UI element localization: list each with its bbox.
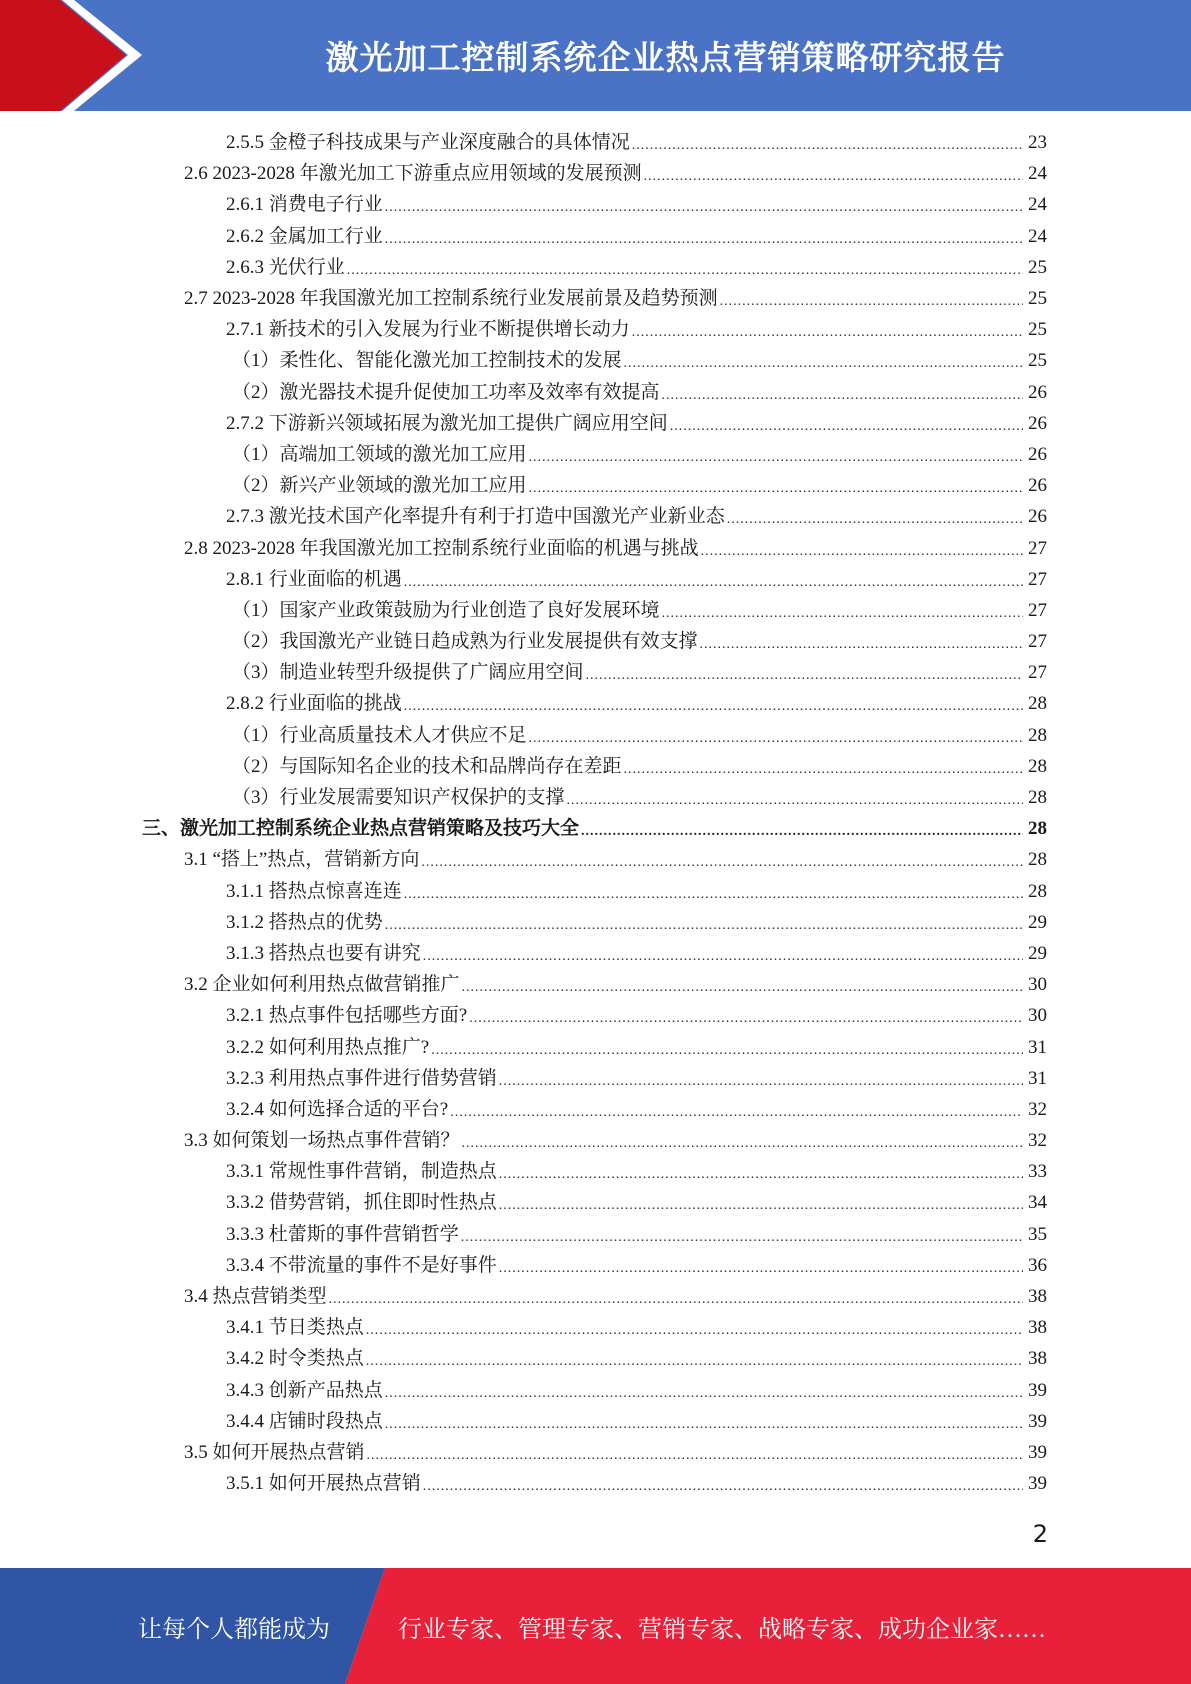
toc-entry-title: 2.8 2023-2028 年我国激光加工控制系统行业面临的机遇与挑战 <box>184 537 699 559</box>
toc-entry-page: 25 <box>1028 288 1047 310</box>
toc-dot-leader <box>624 348 1023 379</box>
toc-entry[interactable] <box>0 595 1191 626</box>
toc-entry[interactable] <box>0 844 1191 875</box>
toc-entry-page: 39 <box>1028 1410 1047 1432</box>
toc-entry-title: 三、激光加工控制系统企业热点营销策略及技巧大全 <box>142 818 580 840</box>
toc-entry-title: 2.6 2023-2028 年激光加工下游重点应用领域的发展预测 <box>184 163 642 185</box>
toc-entry-title: 3.4.3 创新产品热点 <box>226 1379 383 1401</box>
toc-entry[interactable] <box>0 782 1191 813</box>
toc-entry-title: 3.3.2 借势营销，抓住即时性热点 <box>226 1192 497 1214</box>
toc-entry-page: 38 <box>1028 1286 1047 1308</box>
toc-entry[interactable] <box>0 158 1191 189</box>
toc-entry-title: 3.4.1 节日类热点 <box>226 1317 364 1339</box>
toc-entry[interactable] <box>0 907 1191 938</box>
toc-entry[interactable] <box>0 1094 1191 1125</box>
toc-dot-leader <box>385 1409 1023 1440</box>
footer-slogan-right: 行业专家、管理专家、营销专家、战略专家、成功企业家…… <box>398 1616 1046 1643</box>
toc-dot-leader <box>385 1378 1023 1409</box>
toc-entry[interactable] <box>0 439 1191 470</box>
toc-dot-leader <box>329 1284 1023 1315</box>
toc-entry-page: 35 <box>1028 1223 1047 1245</box>
toc-entry-title: （2）我国激光产业链日趋成熟为行业发展提供有效支撑 <box>232 631 698 653</box>
toc-dot-leader <box>586 660 1023 691</box>
toc-entry-page: 26 <box>1028 443 1047 465</box>
header-arrow-icon <box>0 0 160 111</box>
toc-entry[interactable] <box>0 252 1191 283</box>
toc-dot-leader <box>632 130 1023 161</box>
toc-entry-title: 3.2.2 如何利用热点推广? <box>226 1036 430 1058</box>
toc-entry-page: 28 <box>1028 818 1047 840</box>
toc-dot-leader <box>644 161 1023 192</box>
toc-entry-page: 24 <box>1028 225 1047 247</box>
toc-dot-leader <box>421 847 1023 878</box>
toc-entry[interactable] <box>0 1312 1191 1343</box>
toc-entry[interactable] <box>0 1437 1191 1468</box>
toc-entry-page: 29 <box>1028 942 1047 964</box>
toc-dot-leader <box>385 910 1023 941</box>
toc-dot-leader <box>431 1035 1023 1066</box>
toc-entry[interactable] <box>0 1468 1191 1499</box>
toc-dot-leader <box>366 1315 1023 1346</box>
toc-dot-leader <box>462 1128 1023 1159</box>
toc-entry-page: 26 <box>1028 381 1047 403</box>
toc-entry-title: 3.3 如何策划一场热点事件营销？ <box>184 1130 460 1152</box>
toc-entry-page: 24 <box>1028 163 1047 185</box>
toc-entry-page: 28 <box>1028 693 1047 715</box>
toc-entry[interactable] <box>0 345 1191 376</box>
toc-entry[interactable] <box>0 1187 1191 1218</box>
toc-dot-leader <box>701 536 1023 567</box>
toc-dot-leader <box>404 567 1023 598</box>
toc-entry[interactable] <box>0 532 1191 563</box>
toc-dot-leader <box>499 1190 1023 1221</box>
toc-dot-leader <box>581 816 1023 847</box>
toc-entry-title: 2.7 2023-2028 年我国激光加工控制系统行业发展前景及趋势预测 <box>184 288 718 310</box>
footer-slogan-left: 让每个人都能成为 <box>138 1616 330 1643</box>
toc-entry-page: 32 <box>1028 1098 1047 1120</box>
toc-dot-leader <box>529 723 1023 754</box>
toc-entry[interactable] <box>0 688 1191 719</box>
toc-entry-title: 3.3.3 杜蕾斯的事件营销哲学 <box>226 1223 459 1245</box>
toc-entry-title: （2）与国际知名企业的技术和品牌尚存在差距 <box>232 755 622 777</box>
toc-entry-page: 34 <box>1028 1192 1047 1214</box>
toc-entry[interactable] <box>0 501 1191 532</box>
toc-entry[interactable] <box>0 751 1191 782</box>
toc-entry-page: 27 <box>1028 662 1047 684</box>
toc-dot-leader <box>624 754 1023 785</box>
toc-entry-title: （3）行业发展需要知识产权保护的支撑 <box>232 787 565 809</box>
toc-dot-leader <box>385 192 1023 223</box>
toc-entry-page: 26 <box>1028 412 1047 434</box>
toc-entry-title: 2.7.2 下游新兴领域拓展为激光加工提供广阔应用空间 <box>226 412 668 434</box>
toc-entry[interactable] <box>0 1281 1191 1312</box>
toc-entry[interactable] <box>0 283 1191 314</box>
toc-dot-leader <box>469 1003 1023 1034</box>
toc-dot-leader <box>720 286 1023 317</box>
toc-dot-leader <box>404 879 1023 910</box>
toc-entry-title: （2）新兴产业领域的激光加工应用 <box>232 475 527 497</box>
toc-entry[interactable] <box>0 657 1191 688</box>
toc-entry-page: 28 <box>1028 849 1047 871</box>
toc-dot-leader <box>670 411 1023 442</box>
toc-entry[interactable] <box>0 1375 1191 1406</box>
toc-entry[interactable] <box>0 1000 1191 1031</box>
toc-dot-leader <box>529 442 1023 473</box>
toc-entry-page: 31 <box>1028 1067 1047 1089</box>
toc-dot-leader <box>423 1471 1023 1502</box>
toc-entry[interactable] <box>0 720 1191 751</box>
toc-entry-page: 28 <box>1028 755 1047 777</box>
toc-dot-leader <box>462 972 1023 1003</box>
toc-entry-title: （1）行业高质量技术人才供应不足 <box>232 724 527 746</box>
toc-entry-page: 25 <box>1028 256 1047 278</box>
toc-entry-page: 25 <box>1028 319 1047 341</box>
toc-entry-title: 3.2.1 热点事件包括哪些方面? <box>226 1005 468 1027</box>
toc-dot-leader <box>367 1440 1023 1471</box>
toc-entry-page: 39 <box>1028 1473 1047 1495</box>
toc-entry-title: 2.7.1 新技术的引入发展为行业不断提供增长动力 <box>226 319 630 341</box>
toc-entry[interactable] <box>0 626 1191 657</box>
toc-entry-title: 3.5.1 如何开展热点营销 <box>226 1473 421 1495</box>
toc-entry-title: 2.8.2 行业面临的挑战 <box>226 693 402 715</box>
toc-entry-title: 3.1.2 搭热点的优势 <box>226 911 383 933</box>
toc-dot-leader <box>632 317 1023 348</box>
toc-entry-page: 29 <box>1028 911 1047 933</box>
toc-entry-page: 31 <box>1028 1036 1047 1058</box>
toc-dot-leader <box>366 1346 1023 1377</box>
toc-entry-page: 38 <box>1028 1348 1047 1370</box>
toc-entry-page: 30 <box>1028 974 1047 996</box>
toc-entry-page: 26 <box>1028 506 1047 528</box>
toc-dot-leader <box>450 1097 1023 1128</box>
toc-dot-leader <box>499 1066 1023 1097</box>
toc-entry-title: 2.6.2 金属加工行业 <box>226 225 383 247</box>
toc-entry[interactable] <box>0 221 1191 252</box>
toc-dot-leader <box>529 473 1023 504</box>
toc-entry-page: 36 <box>1028 1254 1047 1276</box>
toc-entry-page: 33 <box>1028 1161 1047 1183</box>
toc-entry-title: （1）柔性化、智能化激光加工控制技术的发展 <box>232 350 622 372</box>
toc-entry-title: 3.4.4 店铺时段热点 <box>226 1410 383 1432</box>
toc-entry-page: 39 <box>1028 1379 1047 1401</box>
toc-entry[interactable] <box>0 1219 1191 1250</box>
toc-entry-title: 3.4 热点营销类型 <box>184 1286 327 1308</box>
toc-dot-leader <box>727 504 1023 535</box>
toc-entry[interactable] <box>0 1156 1191 1187</box>
toc-entry-page: 23 <box>1028 132 1047 154</box>
toc-entry-title: （1）高端加工领域的激光加工应用 <box>232 443 527 465</box>
toc-entry[interactable] <box>0 470 1191 501</box>
toc-entry-page: 25 <box>1028 350 1047 372</box>
toc-entry[interactable] <box>0 1406 1191 1437</box>
toc-entry-page: 27 <box>1028 537 1047 559</box>
toc-entry-title: （2）激光器技术提升促使加工功率及效率有效提高 <box>232 381 660 403</box>
toc-entry[interactable] <box>0 314 1191 345</box>
toc-entry-title: （1）国家产业政策鼓励为行业创造了良好发展环境 <box>232 599 660 621</box>
toc-entry-title: 2.7.3 激光技术国产化率提升有利于打造中国激光产业新业态 <box>226 506 725 528</box>
toc-dot-leader <box>700 629 1023 660</box>
toc-entry-title: 2.8.1 行业面临的机遇 <box>226 568 402 590</box>
toc-entry-page: 38 <box>1028 1317 1047 1339</box>
toc-entry[interactable] <box>0 1250 1191 1281</box>
toc-entry[interactable] <box>0 1063 1191 1094</box>
toc-entry[interactable] <box>0 408 1191 439</box>
toc-dot-leader <box>662 380 1023 411</box>
toc-entry-page: 24 <box>1028 194 1047 216</box>
toc-entry[interactable] <box>0 1343 1191 1374</box>
toc-entry-page: 27 <box>1028 599 1047 621</box>
page-header <box>0 0 1191 111</box>
toc-entry[interactable] <box>0 189 1191 220</box>
toc-dot-leader <box>567 785 1023 816</box>
toc-entry-title: 3.3.1 常规性事件营销，制造热点 <box>226 1161 497 1183</box>
toc-entry-title: 3.1 “搭上”热点，营销新方向 <box>184 849 420 871</box>
toc-entry-title: 2.6.3 光伏行业 <box>226 256 345 278</box>
toc-entry-page: 27 <box>1028 568 1047 590</box>
toc-entry-page: 26 <box>1028 475 1047 497</box>
toc-dot-leader <box>385 224 1023 255</box>
toc-dot-leader <box>423 941 1023 972</box>
toc-entry[interactable] <box>0 377 1191 408</box>
toc-entry-title: 2.5.5 金橙子科技成果与产业深度融合的具体情况 <box>226 132 630 154</box>
toc-entry[interactable] <box>0 1031 1191 1062</box>
toc-dot-leader <box>404 691 1023 722</box>
toc-entry-page: 39 <box>1028 1441 1047 1463</box>
page-number: 2 <box>1032 1520 1048 1548</box>
report-title: 激光加工控制系统企业热点营销策略研究报告 <box>325 38 1006 77</box>
table-of-contents <box>0 127 1191 1499</box>
toc-entry-title: 3.4.2 时令类热点 <box>226 1348 364 1370</box>
toc-entry-page: 30 <box>1028 1005 1047 1027</box>
toc-entry-title: 3.2 企业如何利用热点做营销推广 <box>184 974 460 996</box>
page-footer <box>0 1568 1191 1684</box>
toc-entry-title: 3.3.4 不带流量的事件不是好事件 <box>226 1254 497 1276</box>
toc-entry-title: （3）制造业转型升级提供了广阔应用空间 <box>232 662 584 684</box>
toc-dot-leader <box>461 1222 1023 1253</box>
toc-dot-leader <box>662 598 1023 629</box>
toc-entry-title: 3.2.4 如何选择合适的平台? <box>226 1098 449 1120</box>
toc-dot-leader <box>499 1159 1023 1190</box>
toc-entry[interactable] <box>0 813 1191 844</box>
toc-entry[interactable] <box>0 938 1191 969</box>
toc-entry-title: 3.1.1 搭热点惊喜连连 <box>226 880 402 902</box>
toc-entry-page: 32 <box>1028 1130 1047 1152</box>
toc-entry[interactable] <box>0 564 1191 595</box>
toc-entry-page: 27 <box>1028 631 1047 653</box>
toc-entry-page: 28 <box>1028 724 1047 746</box>
toc-entry-title: 3.1.3 搭热点也要有讲究 <box>226 942 421 964</box>
toc-entry[interactable] <box>0 1125 1191 1156</box>
toc-entry[interactable] <box>0 876 1191 907</box>
toc-entry[interactable] <box>0 969 1191 1000</box>
toc-dot-leader <box>499 1253 1023 1284</box>
toc-entry-page: 28 <box>1028 880 1047 902</box>
toc-entry-page: 28 <box>1028 787 1047 809</box>
toc-entry[interactable] <box>0 127 1191 158</box>
toc-dot-leader <box>347 255 1023 286</box>
toc-entry-title: 3.2.3 利用热点事件进行借势营销 <box>226 1067 497 1089</box>
toc-entry-title: 2.6.1 消费电子行业 <box>226 194 383 216</box>
toc-entry-title: 3.5 如何开展热点营销 <box>184 1441 365 1463</box>
